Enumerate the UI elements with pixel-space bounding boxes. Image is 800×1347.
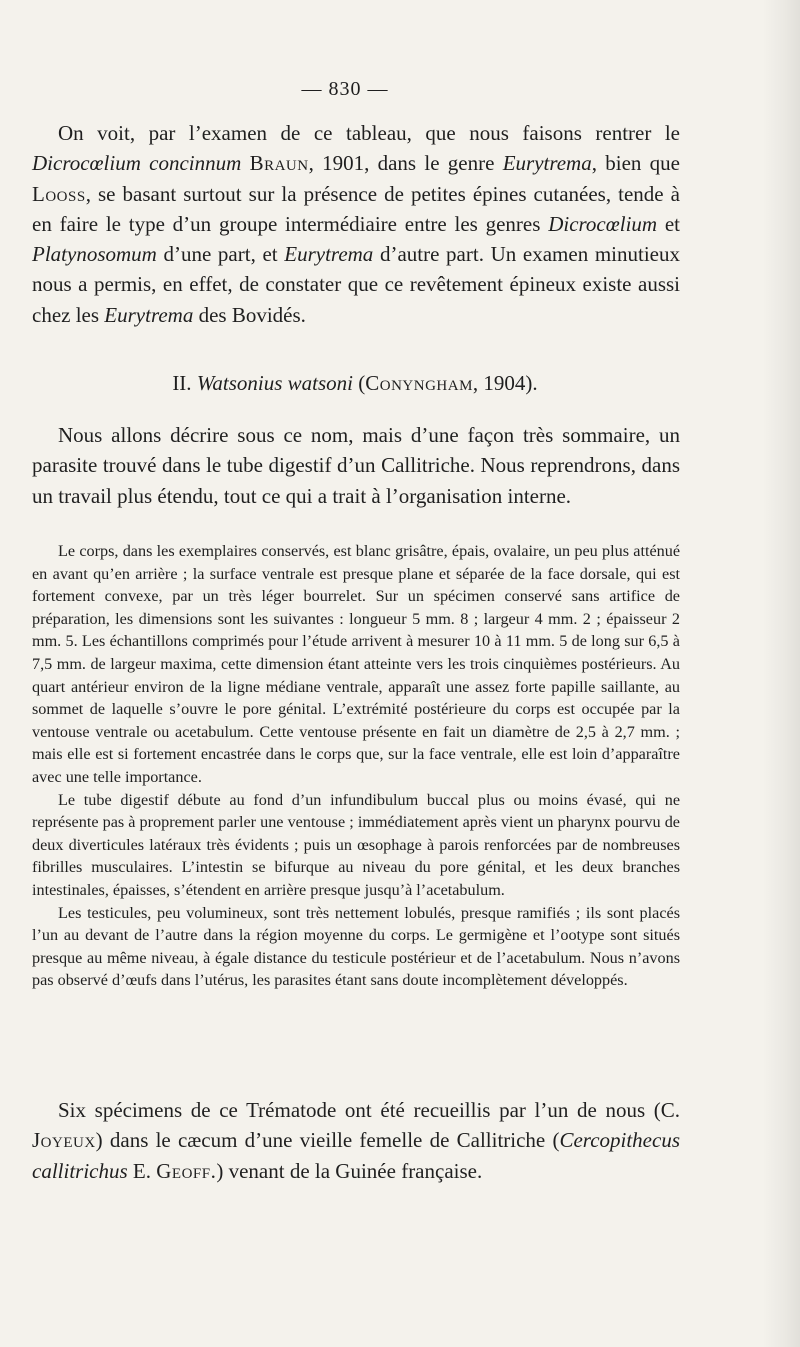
description-intro: Nous allons décrire sous ce nom, mais d’une façon très sommaire, un parasite trouvé dans le tube digestif d’un Callitriche. Nous reprendrons, dans un travail plus étendu, tout ce qui a trait à l’organisation interne. bbox=[32, 423, 680, 508]
intro-paragraph: On voit, par l’examen de ce tableau, que nous faisons rentrer le Dicrocœlium concinnum Braun, 1901, dans le genre Eurytrema, bien que Looss, se basant surtout sur la présence de petites épines cutanées, tende à en faire le type d’un groupe intermédiaire entre les genres Dicrocœlium et Platynosomum d’une part, et Eurytrema d’autre part. Un examen minutieux nous a permis, en effet, de constater que ce revêtement épineux existe aussi chez les Eurytrema des Bovidés. bbox=[32, 121, 681, 327]
description-details bbox=[32, 540, 680, 992]
page-number: — 830 — bbox=[301, 78, 389, 100]
closing-paragraph: Six spécimens de ce Trématode ont été recueillis par l’un de nous (C. Joyeux) dans le cæcum d’une vieille femelle de Callitriche (Cercopithecus callitrichus E. Geoff.) venant de la Guinée française. bbox=[32, 1098, 680, 1183]
section-heading: II. Watsonius watsoni (Conyngham, 1904). bbox=[172, 371, 538, 395]
body-paragraph: Le corps, dans les exemplaires conservés, est blanc grisâtre, épais, ovalaire, un peu plus atténué en avant qu’en arrière ; la surface ventrale est presque plane et séparée de la face dorsale, qui est fortement convexe, par un très léger bourrelet. Sur un spécimen conservé sans artifice de préparation, les dimensions sont les suivantes : longueur 5 mm. 8 ; largeur 4 mm. 2 ; épaisseur 2 mm. 5. Les échantillons comprimés pour l’étude arrivent à mesurer 10 à 11 mm. 5 de long sur 6,5 à 7,5 mm. de largeur maxima, cette dimension étant atteinte vers les trois cinquièmes postérieurs. Au quart antérieur environ de la ligne médiane ventrale, apparaît une assez forte papille saillante, au sommet de laquelle s’ouvre le pore génital. L’extrémité postérieure du corps est occupée par la ventouse ventrale ou acetabulum. Cette ventouse présente en fait un diamètre de 2,5 à 2,7 mm. ; mais elle est si fortement encastrée dans le corps que, sur la face ventrale, elle est loin d’apparaître avec une telle importance. bbox=[32, 542, 680, 786]
page-shadow bbox=[762, 0, 800, 1347]
genital-paragraph: Les testicules, peu volumineux, sont très nettement lobulés, presque ramifiés ; ils sont placés l’un au devant de l’autre dans la région moyenne du corps. Le germigène et l’ootype sont situés presque au même niveau, à égale distance du testicule postérieur et de l’acetabulum. Nous n’avons pas observé d’œufs dans l’utérus, les parasites étant sans doute incomplètement développés. bbox=[32, 903, 680, 990]
species-name: Watsonius watsoni bbox=[196, 371, 353, 395]
digestive-paragraph: Le tube digestif débute au fond d’un infundibulum buccal plus ou moins évasé, qui ne représente pas à proprement parler une ventouse ; immédiatement après vient un pharynx pourvu de deux diverticules latéraux très évidents ; puis un œsophage à parois renforcées par de nombreuses fibrilles musculaires. L’intestin se bifurque au niveau du pore génital, et les deux branches intestinales, épaisses, s’étendent en arrière presque jusqu’à l’acetabulum. bbox=[32, 790, 680, 899]
